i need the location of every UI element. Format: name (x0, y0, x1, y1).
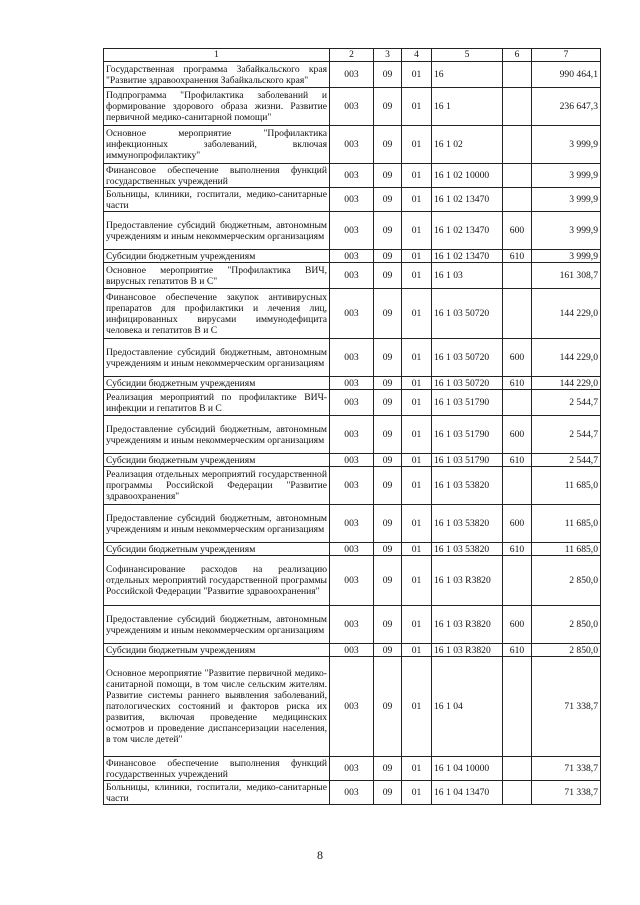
row-amount: 144 229,0 (532, 377, 601, 390)
row-code-3: 09 (374, 757, 402, 781)
row-code-5: 16 1 03 50720 (432, 339, 503, 377)
row-name: Больницы, клиники, госпитали, медико-санитарные части (104, 781, 330, 805)
row-amount: 11 685,0 (532, 505, 601, 543)
row-amount: 144 229,0 (532, 339, 601, 377)
row-code-4: 01 (402, 505, 432, 543)
row-code-2: 003 (330, 757, 374, 781)
row-code-4: 01 (402, 781, 432, 805)
row-code-3: 09 (374, 62, 402, 88)
row-code-2: 003 (330, 212, 374, 250)
table-row (104, 289, 601, 339)
row-code-5: 16 1 02 13470 (432, 188, 503, 212)
row-name: Субсидии бюджетным учреждениям (104, 543, 330, 556)
row-code-4: 01 (402, 606, 432, 644)
row-code-3: 09 (374, 250, 402, 263)
row-code-3: 09 (374, 467, 402, 505)
row-code-4: 01 (402, 88, 432, 126)
row-amount: 144 229,0 (532, 289, 601, 339)
row-name: Предоставление субсидий бюджетным, автономным учреждениям и иным некоммерческим организациям (104, 212, 330, 250)
row-code-4: 01 (402, 164, 432, 188)
row-code-3: 09 (374, 657, 402, 757)
row-code-3: 09 (374, 263, 402, 289)
row-code-5: 16 1 03 50720 (432, 377, 503, 390)
row-amount: 3 999,9 (532, 126, 601, 164)
row-code-6 (503, 467, 532, 505)
row-amount: 2 544,7 (532, 390, 601, 416)
row-code-5: 16 1 02 13470 (432, 212, 503, 250)
row-code-4: 01 (402, 263, 432, 289)
row-code-3: 09 (374, 188, 402, 212)
row-amount: 2 544,7 (532, 454, 601, 467)
row-amount: 236 647,3 (532, 88, 601, 126)
row-code-4: 01 (402, 126, 432, 164)
row-code-3: 09 (374, 88, 402, 126)
row-code-3: 09 (374, 164, 402, 188)
row-code-6: 610 (503, 250, 532, 263)
table-row (104, 188, 601, 212)
row-code-2: 003 (330, 339, 374, 377)
row-amount: 3 999,9 (532, 164, 601, 188)
row-code-6 (503, 556, 532, 606)
row-code-5: 16 1 (432, 88, 503, 126)
table-row (104, 467, 601, 505)
row-code-3: 09 (374, 556, 402, 606)
row-code-2: 003 (330, 88, 374, 126)
row-amount: 3 999,9 (532, 212, 601, 250)
row-name: Основное мероприятие "Профилактика инфекционных заболеваний, включая иммунопрофилактику" (104, 126, 330, 164)
row-code-4: 01 (402, 377, 432, 390)
row-code-3: 09 (374, 289, 402, 339)
table-row (104, 757, 601, 781)
row-name: Больницы, клиники, госпитали, медико-санитарные части (104, 188, 330, 212)
row-code-5: 16 1 03 53820 (432, 505, 503, 543)
row-name: Государственная программа Забайкальского края "Развитие здравоохранения Забайкальского края" (104, 62, 330, 88)
col-header-2: 2 (330, 49, 374, 62)
row-name: Основное мероприятие "Профилактика ВИЧ, вирусных гепатитов В и С" (104, 263, 330, 289)
col-header-6: 6 (503, 49, 532, 62)
row-code-3: 09 (374, 339, 402, 377)
row-code-4: 01 (402, 556, 432, 606)
table-row (104, 62, 601, 88)
table-row (104, 543, 601, 556)
row-code-5: 16 1 03 53820 (432, 543, 503, 556)
row-code-3: 09 (374, 390, 402, 416)
row-amount: 2 850,0 (532, 644, 601, 657)
col-header-3: 3 (374, 49, 402, 62)
table-row (104, 126, 601, 164)
row-name: Субсидии бюджетным учреждениям (104, 250, 330, 263)
row-code-6: 600 (503, 339, 532, 377)
row-name: Предоставление субсидий бюджетным, автономным учреждениям и иным некоммерческим организациям (104, 505, 330, 543)
row-code-4: 01 (402, 657, 432, 757)
row-code-6: 600 (503, 505, 532, 543)
row-name: Финансовое обеспечение закупок антивирусных препаратов для профилактики и лечения лиц, инфицированных вирусами иммунодефицита человека и гепатитов В и С (104, 289, 330, 339)
row-code-5: 16 1 03 51790 (432, 454, 503, 467)
row-amount: 2 544,7 (532, 416, 601, 454)
row-amount: 71 338,7 (532, 657, 601, 757)
row-code-3: 09 (374, 606, 402, 644)
table-row (104, 377, 601, 390)
table-header-row (104, 49, 601, 62)
row-code-2: 003 (330, 164, 374, 188)
table-row (104, 164, 601, 188)
col-header-4: 4 (402, 49, 432, 62)
row-code-5: 16 1 03 50720 (432, 289, 503, 339)
row-name: Основное мероприятие "Развитие первичной медико-санитарной помощи, в том числе сельским жителям. Развитие системы раннего выявления заболеваний, патологических состояний и факторов риска их развития, включая проведение медицинских осмотров и проведение диспансеризации населения, в том числе детей" (104, 657, 330, 757)
row-code-2: 003 (330, 543, 374, 556)
row-amount: 11 685,0 (532, 543, 601, 556)
row-code-4: 01 (402, 644, 432, 657)
row-code-2: 003 (330, 781, 374, 805)
row-code-3: 09 (374, 212, 402, 250)
table-row (104, 657, 601, 757)
row-code-4: 01 (402, 250, 432, 263)
row-code-6 (503, 289, 532, 339)
row-code-2: 003 (330, 454, 374, 467)
row-code-4: 01 (402, 454, 432, 467)
row-name: Предоставление субсидий бюджетным, автономным учреждениям и иным некоммерческим организациям (104, 339, 330, 377)
table-row (104, 250, 601, 263)
table-row (104, 644, 601, 657)
row-name: Финансовое обеспечение выполнения функций государственных учреждений (104, 164, 330, 188)
row-code-4: 01 (402, 62, 432, 88)
table-row (104, 263, 601, 289)
row-code-3: 09 (374, 543, 402, 556)
row-code-3: 09 (374, 416, 402, 454)
table-row (104, 556, 601, 606)
row-code-3: 09 (374, 454, 402, 467)
row-code-5: 16 1 04 10000 (432, 757, 503, 781)
row-code-5: 16 1 02 13470 (432, 250, 503, 263)
row-code-5: 16 1 03 R3820 (432, 606, 503, 644)
row-amount: 71 338,7 (532, 781, 601, 805)
row-code-5: 16 1 03 51790 (432, 390, 503, 416)
table-row (104, 505, 601, 543)
row-code-5: 16 1 04 (432, 657, 503, 757)
col-header-7: 7 (532, 49, 601, 62)
table-row (104, 781, 601, 805)
row-code-6: 600 (503, 212, 532, 250)
row-amount: 11 685,0 (532, 467, 601, 505)
row-code-6: 610 (503, 543, 532, 556)
row-amount: 990 464,1 (532, 62, 601, 88)
row-code-5: 16 1 03 R3820 (432, 556, 503, 606)
row-code-6: 610 (503, 644, 532, 657)
row-code-6 (503, 88, 532, 126)
row-code-6 (503, 126, 532, 164)
row-code-5: 16 1 02 (432, 126, 503, 164)
row-code-2: 003 (330, 188, 374, 212)
row-code-4: 01 (402, 339, 432, 377)
col-header-1: 1 (104, 49, 330, 62)
row-code-6 (503, 781, 532, 805)
row-code-6 (503, 757, 532, 781)
row-amount: 3 999,9 (532, 250, 601, 263)
row-name: Финансовое обеспечение выполнения функций государственных учреждений (104, 757, 330, 781)
row-code-5: 16 1 03 51790 (432, 416, 503, 454)
page-number: 8 (317, 848, 323, 862)
row-code-5: 16 1 04 13470 (432, 781, 503, 805)
row-code-2: 003 (330, 390, 374, 416)
row-name: Предоставление субсидий бюджетным, автономным учреждениям и иным некоммерческим организациям (104, 606, 330, 644)
row-code-3: 09 (374, 126, 402, 164)
row-code-4: 01 (402, 543, 432, 556)
row-code-3: 09 (374, 377, 402, 390)
row-code-2: 003 (330, 263, 374, 289)
row-code-5: 16 1 03 R3820 (432, 644, 503, 657)
row-name: Подпрограмма "Профилактика заболеваний и формирование здорового образа жизни. Развитие первичной медико-санитарной помощи" (104, 88, 330, 126)
row-code-6 (503, 657, 532, 757)
col-header-5: 5 (432, 49, 503, 62)
row-name: Софинансирование расходов на реализацию отдельных мероприятий государственной программы Российской Федерации "Развитие здравоохранения" (104, 556, 330, 606)
row-code-6 (503, 263, 532, 289)
row-code-2: 003 (330, 416, 374, 454)
row-amount: 2 850,0 (532, 606, 601, 644)
row-code-2: 003 (330, 505, 374, 543)
row-code-6: 600 (503, 606, 532, 644)
table-row (104, 339, 601, 377)
row-code-4: 01 (402, 289, 432, 339)
row-code-6: 610 (503, 377, 532, 390)
row-code-2: 003 (330, 377, 374, 390)
row-code-2: 003 (330, 644, 374, 657)
row-code-2: 003 (330, 467, 374, 505)
row-code-6 (503, 390, 532, 416)
row-code-6 (503, 164, 532, 188)
row-name: Реализация мероприятий по профилактике ВИЧ-инфекции и гепатитов В и С (104, 390, 330, 416)
row-code-2: 003 (330, 62, 374, 88)
row-code-4: 01 (402, 188, 432, 212)
table-row (104, 212, 601, 250)
row-code-5: 16 (432, 62, 503, 88)
row-code-5: 16 1 02 10000 (432, 164, 503, 188)
row-code-2: 003 (330, 657, 374, 757)
row-name: Предоставление субсидий бюджетным, автономным учреждениям и иным некоммерческим организациям (104, 416, 330, 454)
row-code-3: 09 (374, 781, 402, 805)
row-amount: 161 308,7 (532, 263, 601, 289)
row-code-4: 01 (402, 757, 432, 781)
table-body (104, 62, 601, 805)
table-row (104, 390, 601, 416)
row-code-2: 003 (330, 606, 374, 644)
row-code-4: 01 (402, 390, 432, 416)
row-code-5: 16 1 03 53820 (432, 467, 503, 505)
row-code-6 (503, 188, 532, 212)
row-amount: 3 999,9 (532, 188, 601, 212)
row-amount: 2 850,0 (532, 556, 601, 606)
budget-table-container (103, 48, 600, 805)
row-code-6: 610 (503, 454, 532, 467)
row-code-6 (503, 62, 532, 88)
row-name: Субсидии бюджетным учреждениям (104, 377, 330, 390)
row-code-2: 003 (330, 289, 374, 339)
row-code-3: 09 (374, 644, 402, 657)
row-code-4: 01 (402, 416, 432, 454)
table-row (104, 416, 601, 454)
table-row (104, 606, 601, 644)
row-code-3: 09 (374, 505, 402, 543)
row-code-2: 003 (330, 556, 374, 606)
row-code-2: 003 (330, 250, 374, 263)
row-name: Субсидии бюджетным учреждениям (104, 454, 330, 467)
row-code-4: 01 (402, 467, 432, 505)
row-code-5: 16 1 03 (432, 263, 503, 289)
row-code-4: 01 (402, 212, 432, 250)
row-name: Реализация отдельных мероприятий государственной программы Российской Федерации "Развитие здравоохранения" (104, 467, 330, 505)
row-code-6: 600 (503, 416, 532, 454)
row-amount: 71 338,7 (532, 757, 601, 781)
budget-table (103, 48, 601, 805)
row-name: Субсидии бюджетным учреждениям (104, 644, 330, 657)
table-row (104, 88, 601, 126)
row-code-2: 003 (330, 126, 374, 164)
table-row (104, 454, 601, 467)
